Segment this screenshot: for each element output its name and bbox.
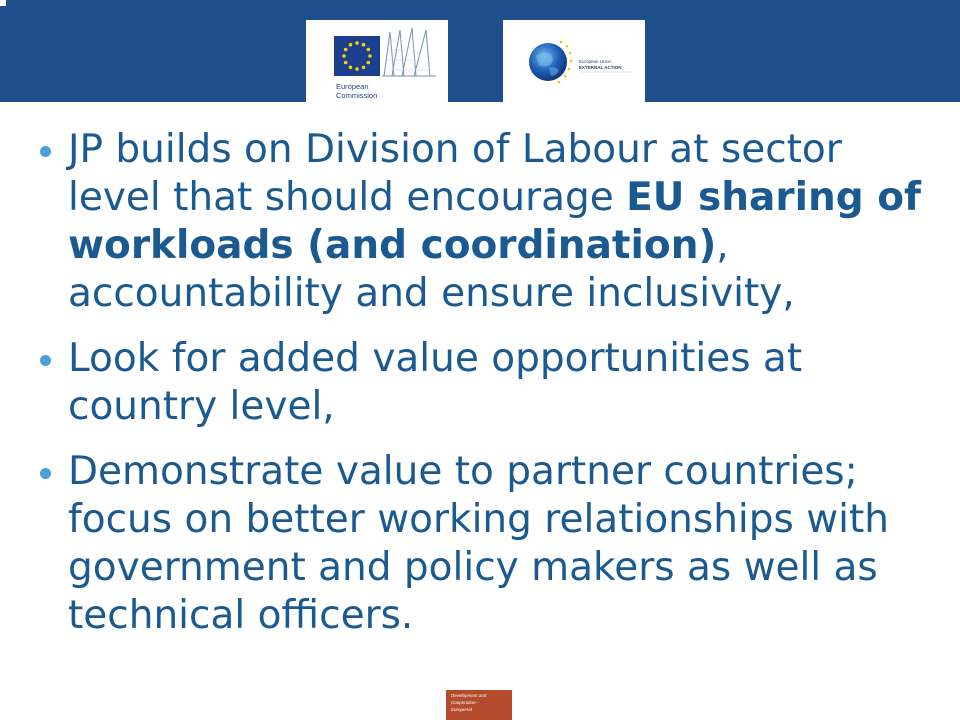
- footer-line1: Development and: [451, 693, 487, 698]
- ec-logo-line2: Commission: [336, 91, 378, 100]
- ec-logo-line1: European: [336, 82, 369, 91]
- bullet-text-part: JP builds on Division of Labour at sector level that should encourage: [68, 127, 842, 220]
- bullet-item-added-value: [36, 335, 946, 431]
- header-band: [0, 0, 960, 102]
- globe-icon: [503, 20, 645, 102]
- european-commission-emblem-icon: [306, 20, 448, 102]
- bullet-text: Look for added value opportunities at country level,: [68, 336, 803, 429]
- eeas-logo-line1: European Union: [579, 59, 612, 64]
- bullet-bold-text: EU sharing of workloads (and coordination): [68, 175, 921, 268]
- bullet-text-part: , accountability and ensure inclusivity,: [68, 223, 795, 316]
- bullet-dot-icon: [40, 146, 51, 157]
- bullet-item-demonstrate-value: [36, 448, 946, 640]
- corner-mark: [0, 0, 6, 6]
- footer-europeaid-tag: [446, 690, 512, 720]
- bullet-text: Demonstrate value to partner countries; focus on better working relationships with government and policy makers as well as technical officers.: [68, 449, 889, 638]
- footer-line3: EuropeAid: [451, 707, 473, 712]
- eeas-logo-line2: EXTERNAL ACTION: [579, 65, 622, 70]
- bullet-list: [36, 126, 946, 640]
- bullet-dot-icon: [40, 468, 51, 479]
- footer-line2: Cooperation –: [451, 700, 480, 705]
- bullet-item-joint-programming: [36, 126, 946, 318]
- bullet-dot-icon: [40, 355, 51, 366]
- eeas-logo: [503, 20, 645, 102]
- european-commission-logo: [306, 20, 448, 102]
